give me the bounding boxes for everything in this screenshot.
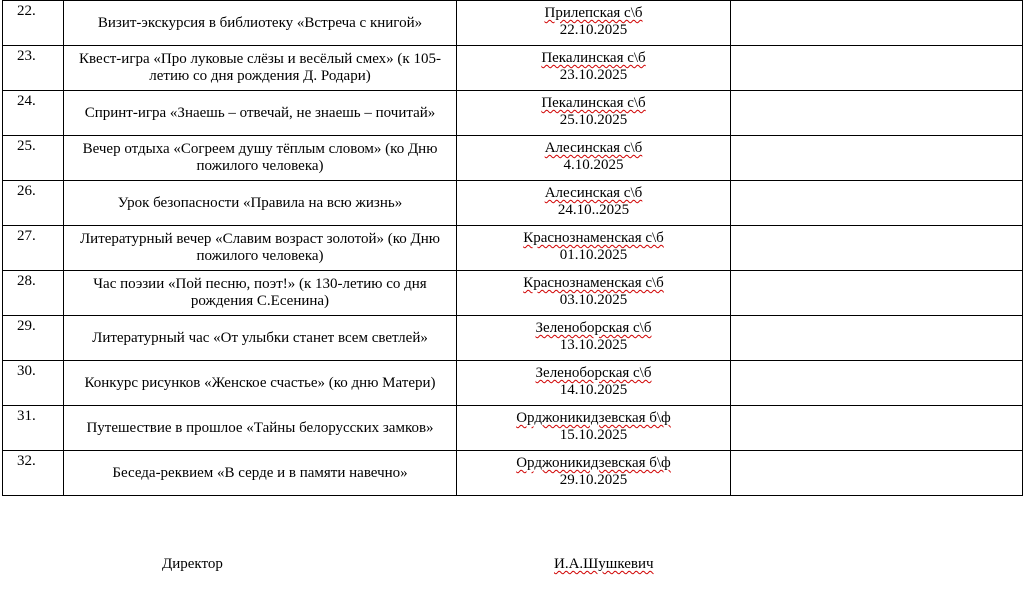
event-date: 22.10.2025 <box>559 22 628 38</box>
event-date: 03.10.2025 <box>559 292 628 308</box>
event-title <box>64 361 457 406</box>
event-date: 29.10.2025 <box>559 472 628 488</box>
library-date-cell <box>457 1 731 46</box>
event-date: 24.10..2025 <box>557 202 630 218</box>
event-title-text: Путешествие в прошлое «Тайны белорусских замков» <box>86 419 434 436</box>
library-name: Орджоникидзевская б\ф <box>516 410 671 426</box>
event-title-text: Спринт-игра «Знаешь – отвечай, не знаешь – почитай» <box>84 104 436 121</box>
library-name: Прилепская с\б <box>544 5 643 21</box>
event-title-text: Вечер отдыха «Согреем душу тёплым словом» (ко Дню пожилого человека) <box>82 141 438 174</box>
event-title-text: Литературный вечер «Славим возраст золотой» (ко Дню пожилого человека) <box>80 231 440 264</box>
event-date: 23.10.2025 <box>559 67 628 83</box>
event-title <box>64 451 457 496</box>
table-row <box>3 181 1023 226</box>
row-number: 29. <box>3 316 64 361</box>
table-row <box>3 406 1023 451</box>
row-number: 30. <box>3 361 64 406</box>
library-date-cell <box>457 91 731 136</box>
event-date: 01.10.2025 <box>559 247 628 263</box>
table-row <box>3 271 1023 316</box>
table-row <box>3 226 1023 271</box>
row-number: 24. <box>3 91 64 136</box>
library-date-cell <box>457 271 731 316</box>
notes-cell <box>731 181 1023 226</box>
event-title <box>64 271 457 316</box>
row-number: 32. <box>3 451 64 496</box>
event-title <box>64 181 457 226</box>
notes-cell <box>731 316 1023 361</box>
event-title <box>64 226 457 271</box>
event-title <box>64 91 457 136</box>
event-title-text: Беседа-реквием «В серде и в памяти навечно» <box>112 464 408 481</box>
event-date: 13.10.2025 <box>559 337 628 353</box>
event-title <box>64 406 457 451</box>
library-name: Орджоникидзевская б\ф <box>516 455 671 471</box>
notes-cell <box>731 226 1023 271</box>
row-number: 28. <box>3 271 64 316</box>
event-title-text: Час поэзии «Пой песню, поэт!» (к 130-летию со дня рождения С.Есенина) <box>93 276 427 309</box>
table-row <box>3 361 1023 406</box>
event-title <box>64 46 457 91</box>
library-name: Краснознаменская с\б <box>523 230 664 246</box>
library-name: Алесинская с\б <box>544 140 643 156</box>
event-title-text: Урок безопасности «Правила на всю жизнь» <box>117 194 403 211</box>
row-number: 31. <box>3 406 64 451</box>
table-row <box>3 136 1023 181</box>
event-title <box>64 1 457 46</box>
event-title-text: Литературный час «От улыбки станет всем светлей» <box>92 329 428 346</box>
event-date: 4.10.2025 <box>563 157 624 173</box>
table-row <box>3 1 1023 46</box>
library-name: Зеленоборская с\б <box>535 365 652 381</box>
library-name: Пекалинская с\б <box>541 95 646 111</box>
library-date-cell <box>457 451 731 496</box>
notes-cell <box>731 271 1023 316</box>
library-date-cell <box>457 226 731 271</box>
signature-name: И.А.Шушкевич <box>554 556 654 572</box>
notes-cell <box>731 136 1023 181</box>
library-name: Краснознаменская с\б <box>523 275 664 291</box>
event-title <box>64 136 457 181</box>
notes-cell <box>731 406 1023 451</box>
event-title-text: Квест-игра «Про луковые слёзы и весёлый смех» (к 105-летию со дня рождения Д. Родари) <box>79 51 441 84</box>
library-date-cell <box>457 316 731 361</box>
library-date-cell <box>457 406 731 451</box>
signature-position: Директор <box>162 556 223 572</box>
row-number: 26. <box>3 181 64 226</box>
library-date-cell <box>457 136 731 181</box>
notes-cell <box>731 91 1023 136</box>
events-table-body <box>3 1 1023 496</box>
row-number: 25. <box>3 136 64 181</box>
event-title-text: Визит-экскурсия в библиотеку «Встреча с книгой» <box>97 14 423 31</box>
event-date: 25.10.2025 <box>559 112 628 128</box>
library-name: Пекалинская с\б <box>541 50 646 66</box>
row-number: 23. <box>3 46 64 91</box>
events-table <box>2 0 1023 496</box>
library-name: Зеленоборская с\б <box>535 320 652 336</box>
event-title <box>64 316 457 361</box>
notes-cell <box>731 361 1023 406</box>
row-number: 22. <box>3 1 64 46</box>
table-row <box>3 316 1023 361</box>
notes-cell <box>731 46 1023 91</box>
library-date-cell <box>457 361 731 406</box>
library-date-cell <box>457 181 731 226</box>
table-row <box>3 46 1023 91</box>
table-row <box>3 91 1023 136</box>
event-title-text: Конкурс рисунков «Женское счастье» (ко дню Матери) <box>84 374 436 391</box>
notes-cell <box>731 1 1023 46</box>
event-date: 15.10.2025 <box>559 427 628 443</box>
row-number: 27. <box>3 226 64 271</box>
notes-cell <box>731 451 1023 496</box>
library-date-cell <box>457 46 731 91</box>
event-date: 14.10.2025 <box>559 382 628 398</box>
table-row <box>3 451 1023 496</box>
library-name: Алесинская с\б <box>544 185 643 201</box>
